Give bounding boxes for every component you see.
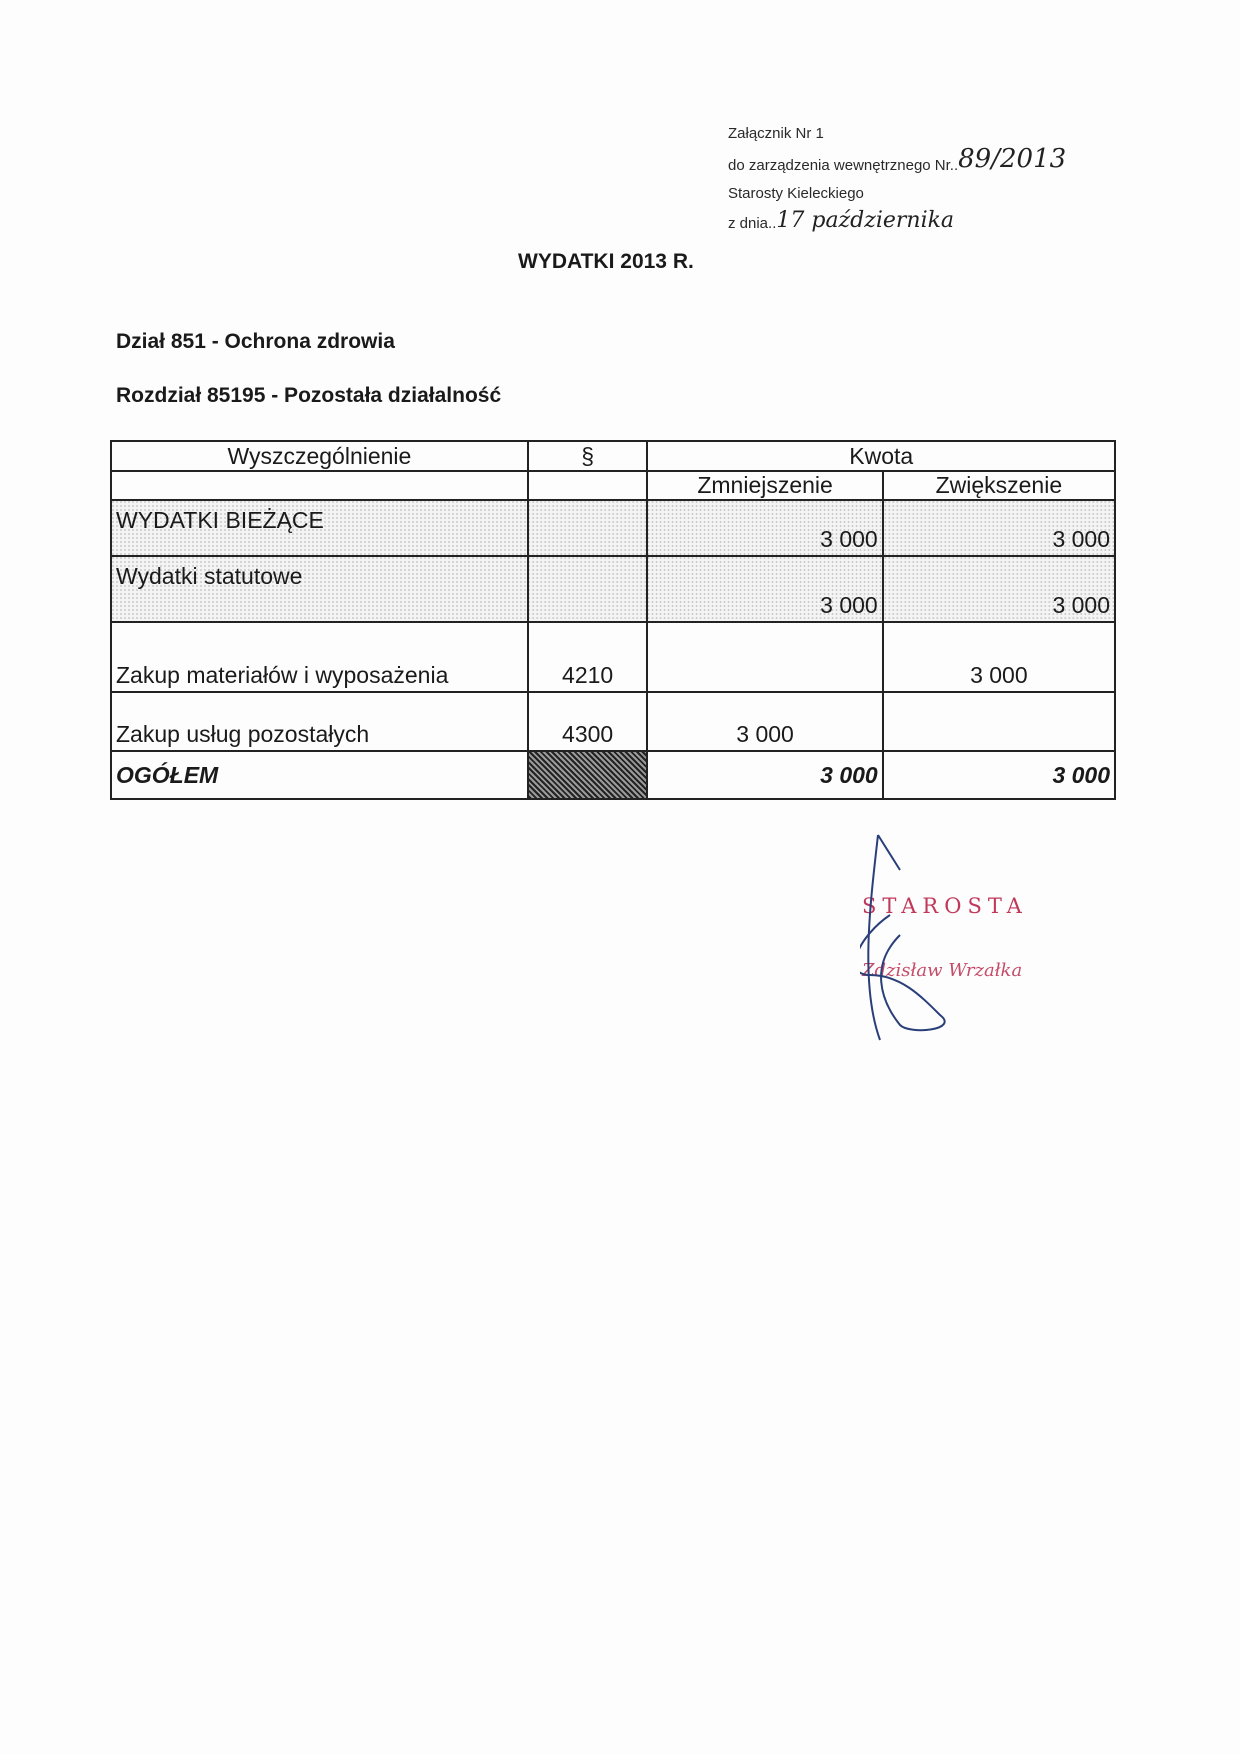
annex-issuer: Starosty Kieleckiego: [728, 185, 864, 202]
expenditure-table: [110, 440, 1116, 800]
annex-line-4: [728, 208, 1066, 238]
annex-order-number: 89/2013: [958, 144, 1067, 174]
table-row: [111, 622, 1115, 692]
row-label: Wydatki statutowe: [111, 556, 528, 622]
annex-title: Załącznik Nr 1: [728, 125, 824, 142]
table-header-row: [111, 441, 1115, 471]
subsection-heading: Rozdział 85195 - Pozostała działalność: [116, 384, 502, 407]
header-spec: Wyszczególnienie: [111, 441, 528, 471]
row-decrease: 3 000: [647, 500, 882, 556]
subheader-empty-spec: [111, 471, 528, 500]
row-decrease: [647, 622, 882, 692]
total-label: OGÓŁEM: [111, 751, 528, 799]
annex-line-3: [728, 180, 1066, 208]
document-title: WYDATKI 2013 R.: [518, 250, 694, 273]
row-paragraph: 4210: [528, 622, 648, 692]
table-row: [111, 556, 1115, 622]
row-label: WYDATKI BIEŻĄCE: [111, 500, 528, 556]
section-heading: Dział 851 - Ochrona zdrowia: [116, 330, 395, 353]
handwritten-signature: [860, 825, 1010, 1055]
header-amount: Kwota: [647, 441, 1115, 471]
annex-order-label: do zarządzenia wewnętrznego Nr..: [728, 157, 959, 174]
total-increase: 3 000: [883, 751, 1115, 799]
row-increase: 3 000: [883, 556, 1115, 622]
table-total-row: [111, 751, 1115, 799]
stamp-title: STAROSTA: [862, 894, 1028, 918]
row-label: Zakup usług pozostałych: [111, 692, 528, 751]
row-increase: [883, 692, 1115, 751]
row-decrease: 3 000: [647, 556, 882, 622]
row-decrease: 3 000: [647, 692, 882, 751]
header-increase: Zwiększenie: [883, 471, 1115, 500]
table-row: [111, 692, 1115, 751]
annex-line-2: [728, 144, 1067, 180]
row-paragraph: 4300: [528, 692, 648, 751]
table-row: [111, 500, 1115, 556]
header-paragraph: §: [528, 441, 648, 471]
subheader-empty-paragraph: [528, 471, 648, 500]
header-decrease: Zmniejszenie: [647, 471, 882, 500]
annex-date-value: 17 października: [776, 208, 955, 233]
row-paragraph: [528, 500, 648, 556]
table-subheader-row: [111, 471, 1115, 500]
row-increase: 3 000: [883, 622, 1115, 692]
stamp-name: Zdzisław Wrzałka: [862, 960, 1023, 981]
annex-info: [728, 120, 1066, 238]
row-label: Zakup materiałów i wyposażenia: [111, 622, 528, 692]
row-increase: 3 000: [883, 500, 1115, 556]
row-paragraph: [528, 556, 648, 622]
total-decrease: 3 000: [647, 751, 882, 799]
annex-date-label: z dnia..: [728, 215, 777, 232]
total-paragraph-hatched: [528, 751, 648, 799]
